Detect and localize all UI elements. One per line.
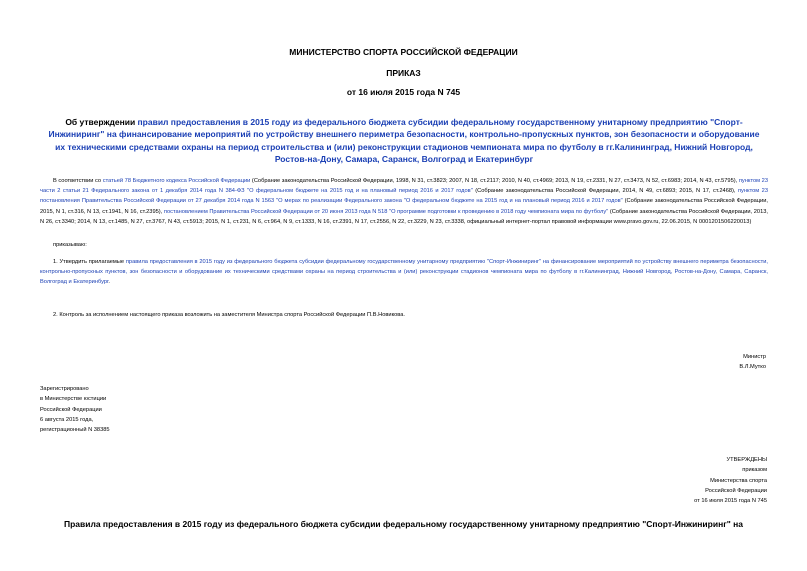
approval-line: УТВЕРЖДЕНЫ (726, 457, 767, 463)
registration-line: Зарегистрировано (40, 386, 89, 392)
rules-link[interactable]: правила предоставления в 2015 году из федерального бюджета субсидии федеральному государственному унитарному предприятию "Спорт-Инжиниринг" на финансирование мероприятий по устройству внешнего периметра безопасности, контрольно-пропускных пунктов, зон безопасности и оборудование их техническими средствами охраны на период строительства и (или) реконструкции стадионов чемпионата мира по футболу в гг.Калининград, Нижний Новгород, Ростов-на-Дону, Самара, Саранск, Волгоград и Екатеринбург (40, 259, 769, 286)
title-prefix: Об утверждении (65, 117, 138, 127)
approval-line: от 16 июля 2015 года N 745 (694, 498, 767, 505)
rules-heading: Правила предоставления в 2015 году из федерального бюджета субсидии федеральному государственному унитарному предприятию "Спорт-Инжиниринг" на (63, 519, 744, 529)
registration-line: 6 августа 2015 года, (40, 416, 94, 423)
preamble-text: В соответствии со (53, 178, 103, 184)
preamble-paragraph (40, 176, 768, 227)
preamble-text: (Собрание законодательства Российской Федерации, 2013, N 26, ст.3340; 2014, N 13, ст.1485, N 27, ст.3767, N 43, ст.5913; 2015, N 1, ст.231, N 6, ст.964, N 9, ст.1333, N 16, ст.2391, N 17, ст.2556, N 22, ст.3229, N 23, ст.3338, официальный интернет-портал правовой информации www.pravo.gov.ru, 22.06.2015, N 0001201506220013) (40, 208, 768, 225)
signature-name: В.Л.Мутко (739, 364, 766, 371)
registration-line: в Министерстве юстиции (40, 396, 107, 403)
item-text: . (108, 279, 110, 286)
budget-code-link[interactable]: статьей 78 Бюджетного кодекса Российской Федерации (102, 178, 251, 184)
approval-line: Министерства спорта (710, 477, 767, 484)
ministry-heading: МИНИСТЕРСТВО СПОРТА РОССИЙСКОЙ ФЕДЕРАЦИИ (289, 47, 518, 57)
title-rules-link[interactable]: правил предоставления в 2015 году из федерального бюджета субсидии федеральному государственному унитарному предприятию "Спорт-Инжиниринг" на финансирование мероприятий по устройству внешнего периметра безопасности, контрольно-пропускных пунктов, зон безопасности и оборудование их техническими средствами охраны на период строительства и (или) реконструкции стадионов чемпионата мира по футболу в гг.Калининград, Нижний Новгород, Ростов-на-Дону, Самара, Саранск, Волгоград и Екатеринбург (48, 117, 760, 164)
signature-block (739, 352, 766, 373)
registration-line: регистрационный N 38385 (40, 427, 110, 434)
registration-line: Российской Федерации (40, 406, 102, 413)
preamble-text: (Собрание законодательства Российской Федерации, 1998, N 31, ст.3823; 2007, N 18, ст.2117; 2010, N 40, ст.4969; 2013, N 19, ст.2331, N 27, ст.3473, N 52, ст.6983; 2014, N 43, ст.5795), (250, 178, 739, 184)
preamble-text: (Собрание законодательства Российской Федерации, 2015, N 1, ст.316, N 13, ст.1941, N 16, ст.2395), (40, 198, 768, 215)
government-decree-1563-link[interactable]: пунктом 23 постановления Правительства Российской Федерации от 27 декабря 2014 года N 1563 "О мерах по реализации Федерального закона "О федеральном бюджете на 2015 год и на плановый период 2016 и 2017 годов" (40, 188, 768, 205)
order-item-1 (40, 257, 768, 288)
federal-law-link[interactable]: пунктом 23 части 2 статьи 21 Федерального закона от 1 декабря 2014 года N 384-ФЗ "О федеральном бюджете на 2015 год и на плановый период 2016 и 2017 годов" (40, 178, 768, 195)
item-text: 1. Утвердить прилагаемые (53, 259, 126, 265)
preamble-text: (Собрание законодательства Российской Федерации, 2014, N 49, ст.6893; 2015, N 17, ст.2468), (472, 188, 738, 195)
order-item-2: 2. Контроль за исполнением настоящего приказа возложить на заместителя Министра спорта Российской Федерации П.В.Новикова. (53, 312, 405, 318)
document-title (48, 116, 760, 165)
document-date-number: от 16 июля 2015 года N 745 (346, 87, 461, 97)
approval-block (694, 455, 767, 506)
signature-position: Министр (743, 354, 766, 360)
order-word: приказываю: (53, 242, 87, 248)
government-decree-518-link[interactable]: постановлением Правительства Российской Федерации от 20 июня 2013 года N 518 "О программе подготовки к проведению в 2018 году чемпионата мира по футболу" (163, 208, 609, 215)
approval-line: приказом (742, 467, 767, 474)
document-type: ПРИКАЗ (386, 68, 421, 78)
approval-line: Российской Федерации (705, 487, 767, 494)
registration-block (40, 384, 110, 435)
